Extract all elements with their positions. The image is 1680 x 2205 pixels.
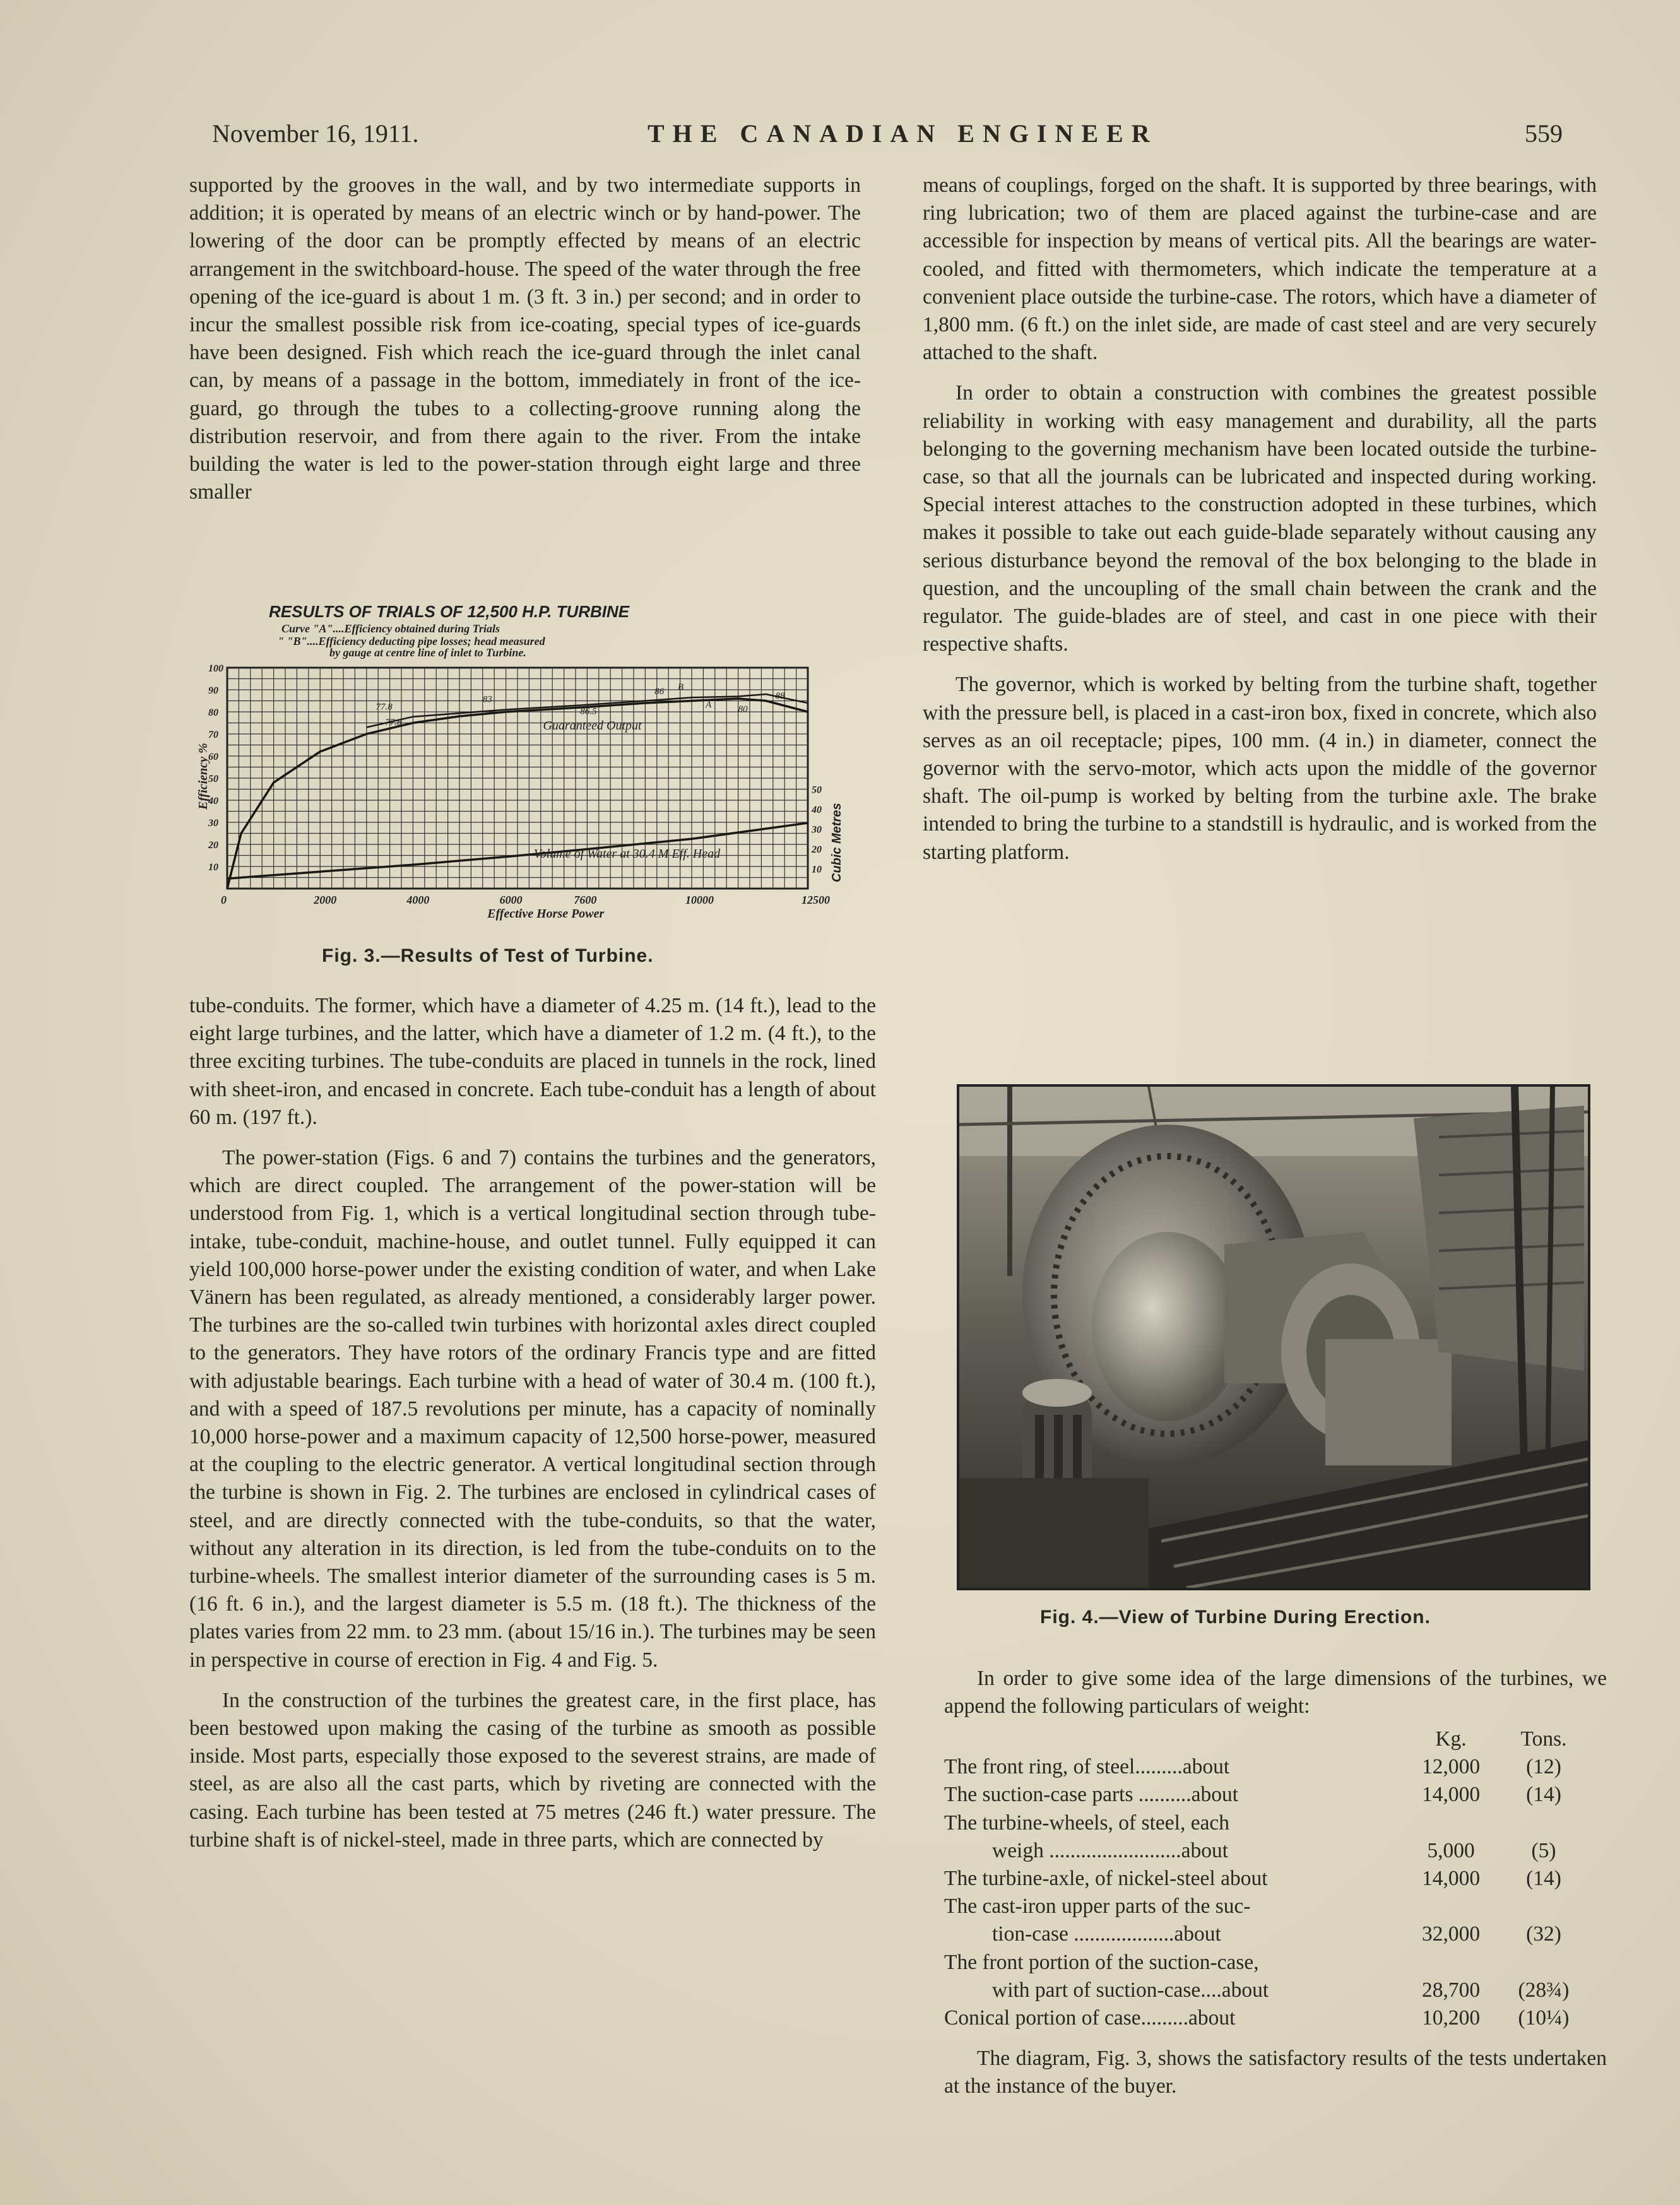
- table-row: [944, 1753, 1607, 1781]
- table-row: [944, 1865, 1607, 1893]
- data-label: 86: [654, 687, 665, 697]
- data-label: 88: [775, 691, 785, 701]
- closing-paragraph: The diagram, Fig. 3, shows the satisfactory results of the tests undertaken at the instance of the buyer.: [944, 2047, 1607, 2098]
- x-tick-label: 7600: [574, 894, 597, 906]
- item-kg: 14,000: [1421, 1783, 1481, 1807]
- y-axis-label: Efficiency %: [196, 743, 210, 810]
- journal-title: THE CANADIAN ENGINEER: [648, 119, 1158, 148]
- item-tons: (14): [1526, 1783, 1561, 1807]
- figure-3-chart: [189, 598, 871, 977]
- page-number: 559: [1525, 119, 1563, 148]
- data-label: 86.5: [580, 706, 597, 717]
- figure-4-caption: Fig. 4.—View of Turbine During Erection.: [1040, 1607, 1431, 1628]
- item-description: The turbine-wheels, of steel, each: [944, 1811, 1230, 1835]
- item-description: The turbine-axle, of nickel-steel about: [944, 1866, 1268, 1890]
- item-tons: (12): [1526, 1755, 1561, 1779]
- x-tick-label: 10000: [685, 894, 714, 906]
- item-description: weigh .........................about: [992, 1838, 1229, 1862]
- item-description: Conical portion of case.........about: [944, 2006, 1236, 2030]
- paragraph: The power-station (Figs. 6 and 7) contains the turbines and the generators, which are direct coupled. The arrangement of the power-station will be understood from Fig. 1, which is a vertical longitudinal section through tube-intake, tube-conduit, machine-house, and outlet tunnel. Fully equipped it can yield 100,000 horse-power under the existing condition of water, and when Lake Vänern has been regulated, as already mentioned, a considerably larger power. The turbines are the so-called twin turbines with horizontal axles direct coupled to the generators. They have rotors of the ordinary Francis type and are fitted with adjustable bearings. Each turbine with a head of water of 30.4 m. (100 ft.), and with a speed of 187.5 revolutions per minute, has a capacity of nominally 10,000 horse-power and a maximum capacity of 12,500 horse-power, measured at the coupling to the electric generator. A vertical longitudinal section through the turbine is shown in Fig. 2. The turbines are enclosed in cylindrical cases of steel, and are directly connected with the tube-conduits, so that the water, without any alteration in its direction, is led from the tube-conduits on to the turbine-wheels. The smallest interior diameter of the surrounding cases is 5 m. (16 ft. 6 in.), and the largest diameter is 5.5 m. (18 ft.). The thickness of the plates varies from 22 mm. to 23 mm. (about 15/16 in.). The turbines may be seen in perspective in course of erection in Fig. 4 and Fig. 5.: [189, 1146, 876, 1672]
- table-row: [944, 2004, 1607, 2032]
- item-tons: (14): [1526, 1866, 1561, 1890]
- table-header-row: [944, 1725, 1607, 1753]
- right-column-bottom: [944, 1665, 1607, 1720]
- x-tick-label: 2000: [314, 894, 337, 906]
- turbine-erection-image: [959, 1087, 1588, 1588]
- y-tick-label: 70: [208, 730, 218, 740]
- y-tick-label: 50: [208, 774, 218, 784]
- table-row: [944, 1837, 1607, 1865]
- chart-title: RESULTS OF TRIALS OF 12,500 H.P. TURBINE: [269, 602, 630, 621]
- volume-label: Volume of Water at 30.4 M Eff. Head: [533, 847, 721, 861]
- guaranteed-output-label: Guaranteed Output: [543, 719, 642, 733]
- table-row: [944, 1949, 1607, 1977]
- table-row: [944, 1809, 1607, 1837]
- paragraph: In order to obtain a construction with combines the greatest possible reliability in working with easy management and durability, all the parts belonging to the governing mechanism have been located outside the turbine-case, so that all the journals can be lubricated and inspected during working. Special interest attaches to the construction adopted in these turbines, which makes it possible to take out each guide-blade separately without causing any serious disturbance beyond the removal of the box belonging to the blade in question, and the uncoupling of the small chain between the crank and the regulator. The guide-blades are of steel, and cast in one piece with their respective shafts.: [923, 381, 1597, 656]
- y2-axis-label: Cubic Metres: [830, 803, 844, 882]
- legend-curve-b: " "B"....Efficiency deducting pipe losses; head measured: [278, 635, 545, 647]
- paragraph: supported by the grooves in the wall, and by two intermediate supports in addition; it is operated by means of an electric winch or by hand-power. The lowering of the door can be promptly effected by means of an electric arrangement in the switchboard-house. The speed of the water through the free opening of the ice-guard is about 1 m. (3 ft. 3 in.) per second; and in order to incur the smallest possible risk from ice-coating, special types of ice-guards have been designed. Fish which reach the ice-guard through the inlet canal can, by means of a passage in the bottom, immediately in front of the ice-guard, go through the tubes to a collecting-groove running along the distribution reservoir, and from there again to the river. From the intake building the water is led to the power-station through eight large and three smaller: [189, 174, 861, 504]
- data-label: A: [706, 700, 712, 710]
- weights-table: [944, 1725, 1607, 2032]
- running-header: [212, 119, 1563, 157]
- paragraph: tube-conduits. The former, which have a diameter of 4.25 m. (14 ft.), lead to the eight large turbines, and the latter, which have a diameter of 1.2 m. (4 ft.), to the three exciting turbines. The tube-conduits are placed in tunnels in the rock, lined with sheet-iron, and encased in concrete. Each tube-conduit has a length of about 60 m. (197 ft.).: [189, 994, 876, 1129]
- y2-tick-label: 40: [812, 805, 822, 815]
- x-axis-label: Effective Horse Power: [487, 907, 605, 921]
- item-kg: 12,000: [1421, 1755, 1481, 1779]
- item-kg: 10,200: [1421, 2006, 1481, 2030]
- x-tick-label: 0: [221, 894, 227, 906]
- item-description: tion-case ...................about: [992, 1922, 1221, 1946]
- data-label: B: [677, 682, 684, 692]
- item-kg: 28,700: [1421, 1978, 1481, 2002]
- y-tick-label: 80: [208, 707, 218, 718]
- left-column-bottom: [189, 992, 876, 1854]
- item-description: The suction-case parts ..........about: [944, 1783, 1239, 1807]
- paragraph: In the construction of the turbines the greatest care, in the first place, has been bestowed upon making the casing of the turbine as smooth as possible inside. Most parts, especially those exposed to the severest strains, are made of steel, as are also all the cast parts, which by riveting are connected with the casing. Each turbine has been tested at 75 metres (246 ft.) water pressure. The turbine shaft is of nickel-steel, made in three parts, which are connected by: [189, 1688, 876, 1852]
- legend-curve-b-note: by gauge at centre line of inlet to Turbine.: [329, 646, 526, 659]
- column-header-tons: Tons.: [1520, 1727, 1567, 1751]
- y-tick-label: 30: [208, 818, 218, 829]
- legend-curve-a: Curve "A"....Efficiency obtained during Trials: [281, 622, 500, 635]
- column-header-kg: Kg.: [1435, 1727, 1467, 1751]
- data-label: 77.8: [376, 702, 393, 712]
- data-label: 83: [482, 694, 492, 705]
- figure-3-caption: Fig. 3.—Results of Test of Turbine.: [322, 945, 654, 966]
- table-row: [944, 1920, 1607, 1948]
- left-column-top: [189, 172, 861, 506]
- paragraph: The governor, which is worked by belting from the turbine shaft, together with the pressure bell, is placed in a cast-iron box, fixed in concrete, which also serves as an oil receptacle; pipes, 100 mm. (4 in.) in diameter, connect the governor with the servo-motor, which acts upon the middle of the governor shaft. The oil-pump is worked by belting from the turbine axle. The brake intended to bring the turbine to a standstill is hydraulic, and is worked from the starting platform.: [923, 673, 1597, 864]
- item-description: The front ring, of steel.........about: [944, 1755, 1230, 1779]
- item-tons: (10¼): [1518, 2006, 1570, 2030]
- table-row: [944, 1893, 1607, 1920]
- item-kg: 5,000: [1427, 1838, 1475, 1862]
- y-tick-label: 60: [208, 752, 218, 762]
- item-description: with part of suction-case....about: [992, 1978, 1269, 2002]
- item-tons: (5): [1531, 1838, 1556, 1862]
- x-tick-label: 6000: [499, 894, 523, 906]
- y-tick-label: 100: [208, 663, 223, 674]
- table-row: [944, 1977, 1607, 2004]
- y2-tick-label: 30: [812, 824, 822, 836]
- y2-tick-label: 50: [812, 784, 822, 796]
- paragraph: means of couplings, forged on the shaft. It is supported by three bearings, with ring lubrication; two of them are placed against the turbine-case and are accessible for inspection by means of vertical pits. All the bearings are water-cooled, and fitted with thermometers, which indicate the temperature at a convenient place outside the turbine-case. The rotors, which have a diameter of 1,800 mm. (6 ft.) on the inlet side, are made of cast steel and are very securely attached to the shaft.: [923, 174, 1597, 365]
- x-tick-label: 4000: [406, 894, 430, 906]
- item-tons: (32): [1526, 1922, 1561, 1946]
- y2-tick-label: 20: [812, 844, 822, 855]
- issue-date: November 16, 1911.: [212, 119, 419, 148]
- item-tons: (28¾): [1518, 1978, 1570, 2002]
- figure-4-photo: [957, 1084, 1590, 1590]
- item-kg: 14,000: [1421, 1866, 1481, 1890]
- y-tick-label: 40: [208, 796, 218, 807]
- x-tick-label: 12500: [802, 894, 830, 906]
- y-tick-label: 10: [208, 862, 218, 873]
- y2-tick-label: 10: [812, 864, 822, 875]
- y-tick-label: 20: [208, 840, 218, 851]
- table-row: [944, 1781, 1607, 1809]
- closing-paragraph-block: [944, 2045, 1607, 2100]
- item-kg: 32,000: [1421, 1922, 1481, 1946]
- data-label: 80: [738, 704, 748, 714]
- data-label: 77.8: [385, 718, 402, 728]
- weights-intro: In order to give some idea of the large dimensions of the turbines, we append the following particulars of weight:: [944, 1667, 1607, 1718]
- right-column-top: [923, 172, 1597, 866]
- y-tick-label: 90: [208, 685, 218, 696]
- item-description: The front portion of the suction-case,: [944, 1950, 1259, 1974]
- item-description: The cast-iron upper parts of the suc-: [944, 1895, 1251, 1918]
